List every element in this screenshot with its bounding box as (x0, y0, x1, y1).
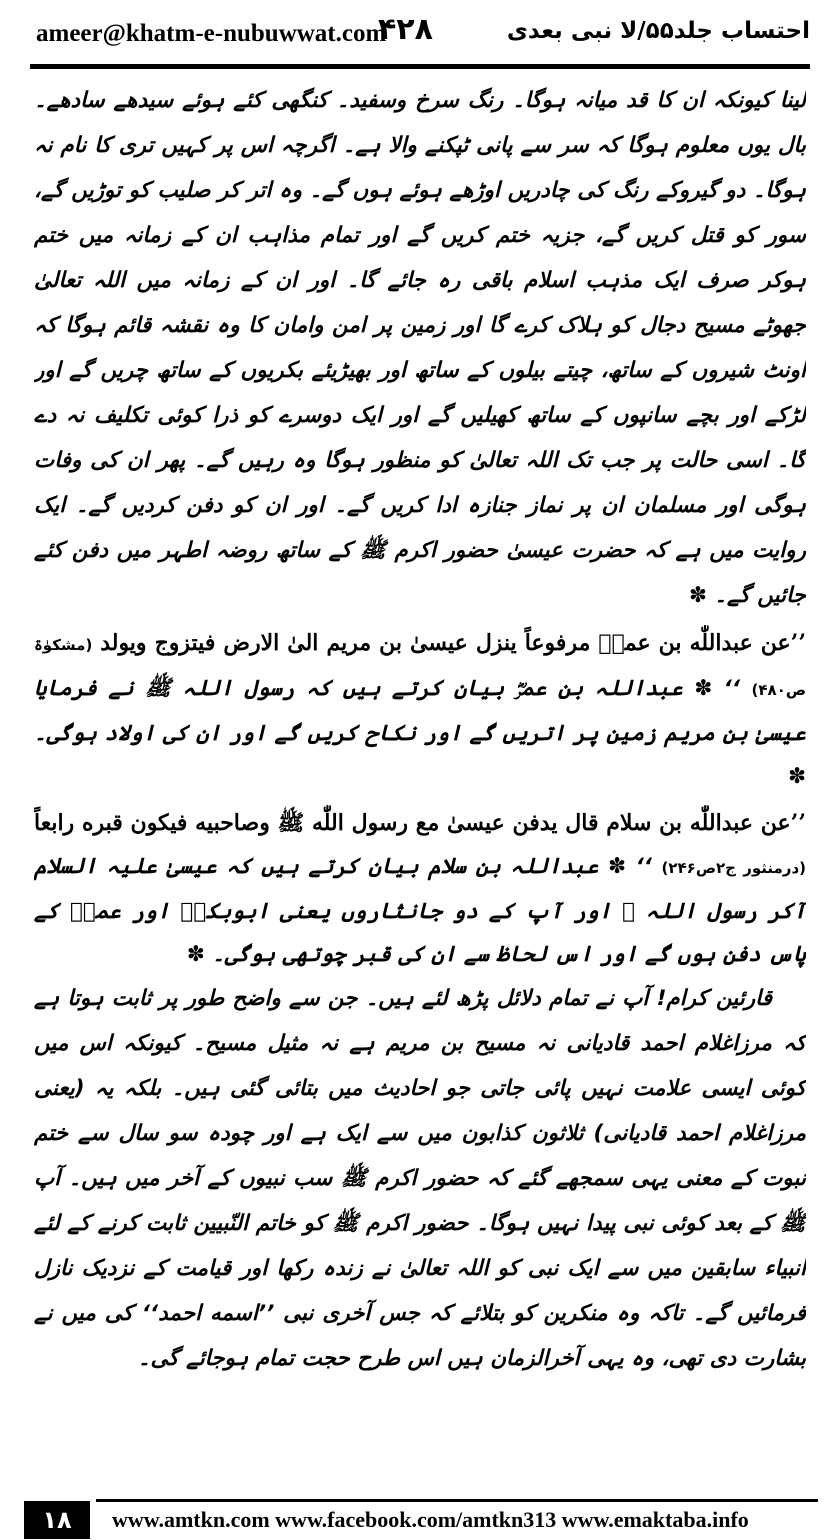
hadith-2-arabic: ’’عن عبداللّٰه بن سلام قال یدفن عیسیٰ مع رسول اللّٰه ﷺ وصاحبیه فیکون قبره رابعاً (34, 810, 806, 836)
hadith-1-translation: ‘‘ ✽ عبداللہ بن عمرؓ بیان کرتے ہیں کہ رسول اللہ ﷺ نے فرمایا عیسیٰ بن مریم زمین پر اتریں گے اور نکاح کریں گے اور ان کی اولاد ہوگی۔ ✽ (34, 676, 806, 789)
header-email: ameer@khatm-e-nubuwwat.com (36, 20, 387, 47)
footer-page-number-box (24, 1501, 90, 1539)
paragraph-conclusion: قارئین کرام! آپ نے تمام دلائل پڑھ لئے ہیں۔ جن سے واضح طور پر ثابت ہوتا ہے کہ مرزاغلام احمد قادیانی نہ مسیح بن مریم ہے نہ مثیل مسیح۔ کیونکہ اس میں کوئی ایسی علامت نہیں پائی جاتی جو احادیث میں بتائی گئی ہیں۔ بلکہ یہ (یعنی مرزاغلام احمد قادیانی) ثلاثون کذابون میں سے ایک ہے اور چودہ سو سال سے ختم نبوت کے معنی یہی سمجھے گئے کہ حضور اکرم ﷺ سب نبیوں کے آخر میں ہیں۔ آپ ﷺ کے بعد کوئی نبی پیدا نہیں ہوگا۔ حضور اکرم ﷺ کو خاتم النّبیین ثابت کرنے کے لئے انبیاء سابقین میں سے ایک نبی کو اللہ تعالیٰ نے زندہ رکھا اور قیامت کے نزدیک نازل فرمائیں گے۔ تاکہ وہ منکرین کو بتلائے کہ جس آخری نبی ’’اسمه احمد‘‘ کی میں نے بشارت دی تھی، وہ یہی آخرالزمان ہیں اس طرح حجت تمام ہوجائے گی۔ (34, 986, 806, 1371)
page-footer (0, 1495, 840, 1540)
footer-rule (96, 1499, 818, 1502)
footer-links: www.amtkn.com www.facebook.com/amtkn313 www.emaktaba.info (112, 1507, 749, 1532)
hadith-1-reference: (مشکوٰۃ ص۴۸۰) (34, 636, 806, 699)
hadith-1-arabic: ’’عن عبداللّٰه بن عمرؓ مرفوعاً ینزل عیسیٰ بن مریم الیٰ الارض فیتزوج ویولد (100, 630, 806, 656)
hadith-2 (34, 802, 806, 976)
hadith-2-translation: ‘‘ ✽ عبداللہ بن سلام بیان کرتے ہیں کہ عیسیٰ علیہ السلام آکر رسول اللہ ﷺ اور آپ کے دو جانثاروں یعنی ابوبکرؓ اور عمرؓ کے پاس دفن ہوں گے اور اس لحاظ سے ان کی قبر چوتھی ہوگی۔ ✽ (34, 854, 806, 967)
header-page-number: ۴۲۸ (378, 12, 433, 47)
hadith-2-reference: (درمنثور ج۲ص۲۴۶) (661, 859, 806, 877)
page-body (34, 78, 806, 1488)
paragraph-descent-of-isa: لینا کیونکہ ان کا قد میانہ ہوگا۔ رنگ سرخ وسفید۔ کنگھی کئے ہوئے سیدھے سادھے۔ بال یوں معلوم ہوگا کہ سر سے پانی ٹپکنے والا ہے۔ اگرچہ اس پر کہیں تری کا نام نہ ہوگا۔ دو گیروکے رنگ کی چادریں اوڑھے ہوئے ہوں گے۔ وہ اتر کر صلیب کو توڑیں گے، سور کو قتل کریں گے، جزیہ ختم کریں گے اور تمام مذاہب ان کے زمانہ میں ختم ہوکر صرف ایک مذہب اسلام باقی رہ جائے گا۔ اور ان کے زمانہ میں اللہ تعالیٰ جھوٹے مسیح دجال کو ہلاک کرے گا اور زمین پر امن وامان کا وہ نقشہ قائم ہوگا کہ اونٹ شیروں کے ساتھ، چیتے بیلوں کے ساتھ اور بھیڑیئے بکریوں کے ساتھ چریں گے اور لڑکے اور بچے سانپوں کے ساتھ کھیلیں گے اور ایک دوسرے کو ذرا کوئی تکلیف نہ دے گا۔ اسی حالت پر جب تک اللہ تعالیٰ کو منظور ہوگا وہ رہیں گے۔ پھر ان کی وفات ہوگی اور مسلمان ان پر نماز جنازہ ادا کریں گے۔ اور ان کو دفن کردیں گے۔ ایک روایت میں ہے کہ حضرت عیسیٰ حضور اکرم ﷺ کے ساتھ روضہ اطہر میں دفن کئے جائیں گے۔ ✽ (34, 88, 806, 608)
header-title: احتساب جلد۵۵/لا نبی بعدی (506, 18, 810, 44)
header-rule (30, 64, 810, 69)
footer-page-number: ۱۸ (42, 1506, 72, 1534)
hadith-1 (34, 622, 806, 798)
page-header (0, 0, 840, 60)
